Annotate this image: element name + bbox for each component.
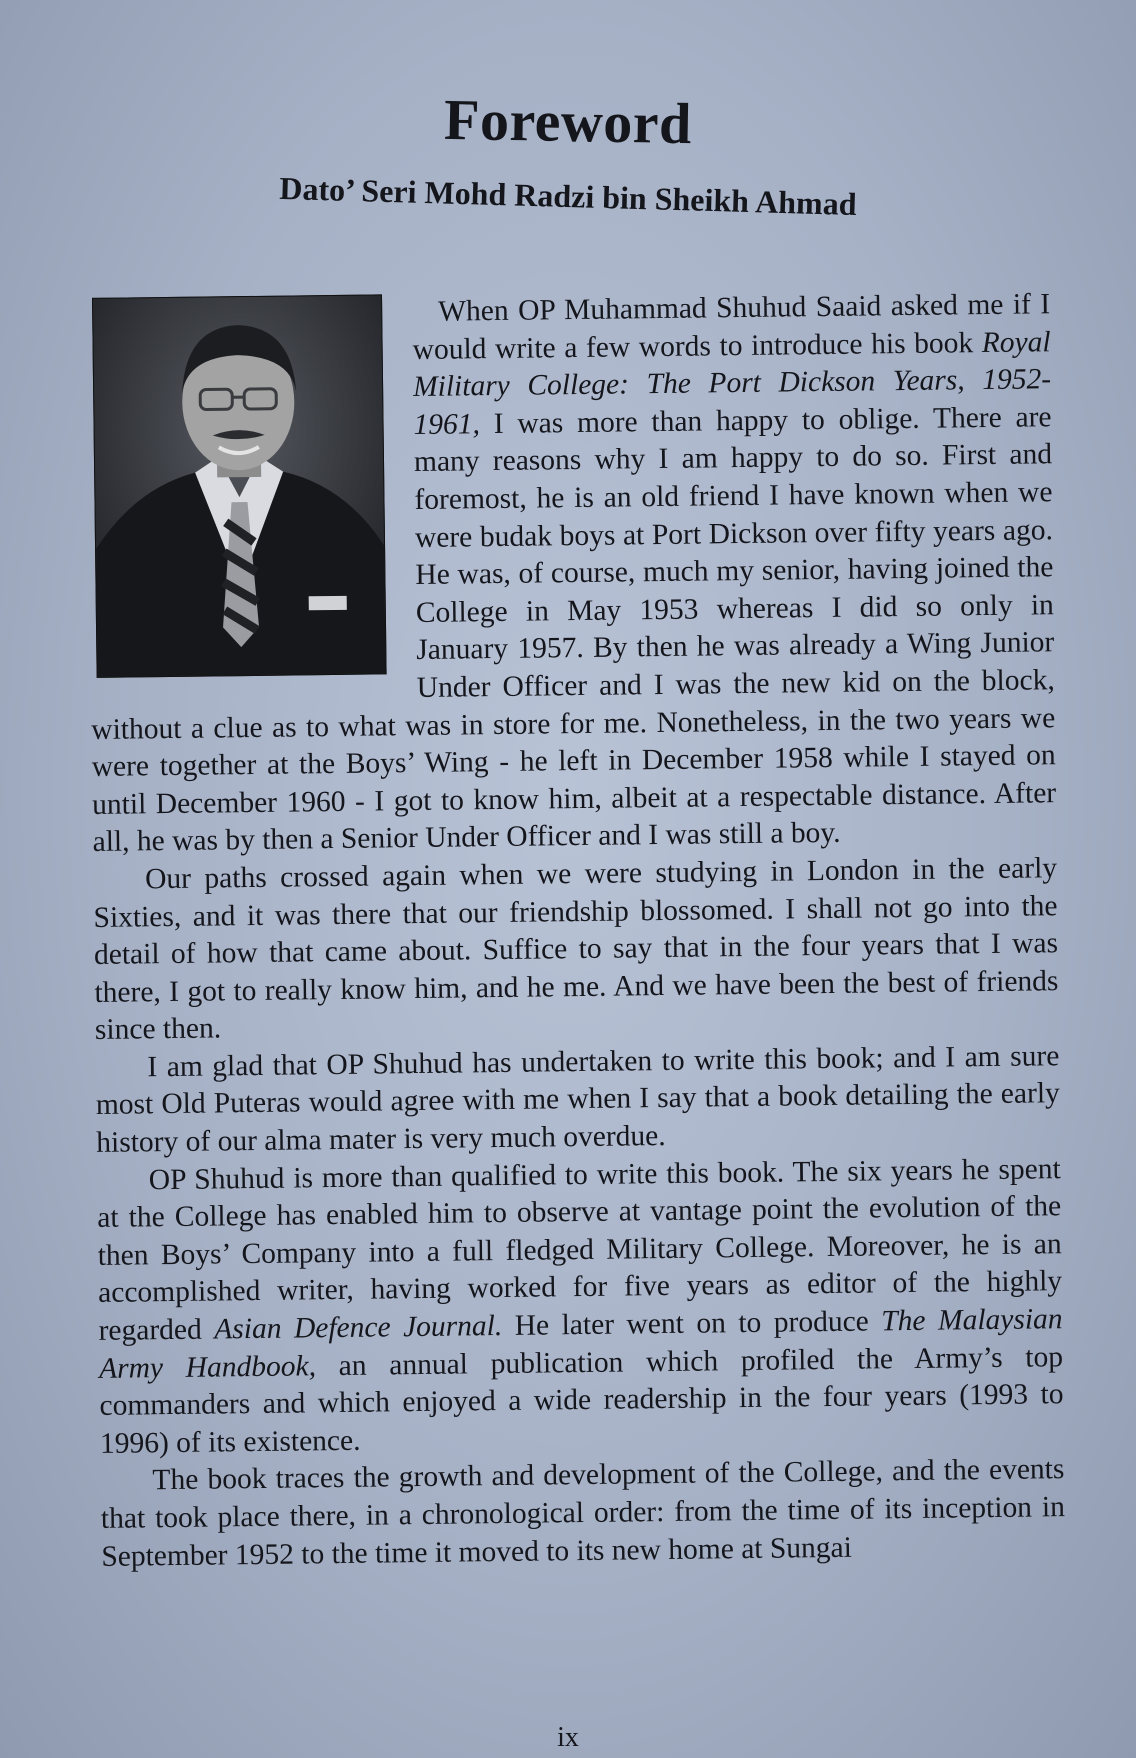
- p5-text: The book traces the growth and development of the College, and the events that took place there, in a chronological order: from the time of its inception in September 1952 to the time it moved to its new home at Sungai: [100, 1453, 1066, 1573]
- author-name: Dato’ Seri Mohd Radzi bin Sheikh Ahmad: [278, 169, 858, 223]
- page-title: Foreword: [443, 86, 693, 157]
- page-number: ix: [557, 1722, 579, 1753]
- paragraph-5: [100, 1452, 1065, 1577]
- p2-text: Our paths crossed again when we were studying in London in the early Sixties, and it was there that our friendship blossomed. I shall not go into the detail of how that came about. Suffice to say that in the four years that I was there, I got to really know him, and he me. And we have been the best of friends since then.: [93, 852, 1059, 1047]
- foreword-body: [86, 286, 1066, 1576]
- p1-book-title: Royal Military College: The Port Dickson Years, 1952-1961,: [412, 325, 1052, 441]
- p1-text-1: When OP Muhammad Shuhud Saaid asked me if I would write a few words to introduce his book: [412, 288, 1051, 366]
- p4-text-1: OP Shuhud is more than qualified to write this book. The six years he spent at the College has enabled him to observe at vantage point the evolution of the then Boys’ Company into a full fledged Military College. Moreover, he is an accomplished writer, having worked for five years as editor of the highly regarded: [97, 1152, 1063, 1347]
- p1-text-2: I was more than happy to oblige. There are many reasons why I am happy to do so. First and foremost, he is an old friend I have known when we were budak boys at Port Dickson over fifty years ago. He was, of course, much my senior, having joined the College in May 1953 whereas I did so only in January 1957. By then he was already a Wing Junior Under Officer and I was the new kid on the block, without a clue as to what was in store for me. Nonetheless, in the two years we were together at the Boys’ Wing - he left in December 1958 while I stayed on until December 1960 - I got to know him, albeit at a respectable distance. After all, he was by then a Senior Under Officer and I was still a boy.: [91, 400, 1057, 859]
- p4-text-3: an annual publication which profiled the Army’s top commanders and which enjoyed a wide readership in the four years (1993 to 1996) of its existence.: [99, 1340, 1064, 1460]
- p4-journal-title: Asian Defence Journal.: [214, 1310, 503, 1346]
- p3-text: I am glad that OP Shuhud has undertaken to write this book; and I am sure most Old Puteras would agree with me when I say that a book detailing the early history of our alma mater is very much overdue.: [95, 1040, 1060, 1159]
- paragraph-3: [95, 1038, 1060, 1163]
- paragraph-4: [97, 1151, 1065, 1464]
- author-portrait-photo: [92, 294, 387, 678]
- p4-text-2: He later went on to produce: [502, 1305, 882, 1343]
- paragraph-2: [93, 850, 1059, 1050]
- p4-handbook-title: The Malaysian Army Handbook,: [98, 1303, 1063, 1385]
